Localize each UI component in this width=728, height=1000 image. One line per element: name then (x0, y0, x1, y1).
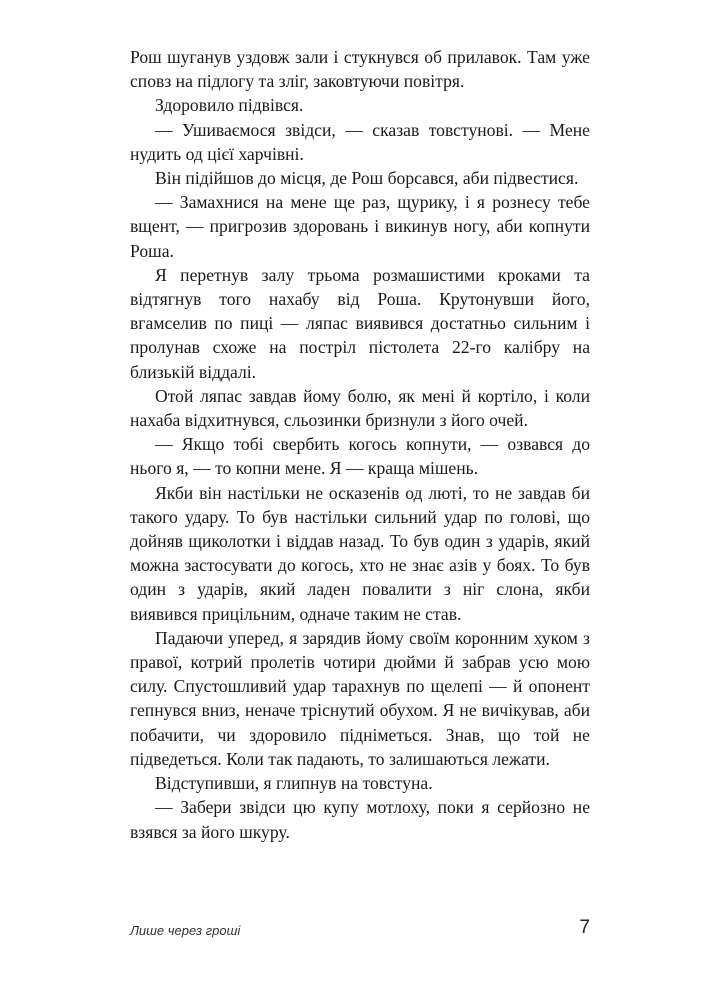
paragraph: — Ушиваємося звідси, — сказав товстунові. — Мене нудить од цієї харчівні. (130, 119, 590, 164)
paragraph: Якби він настільки не осказенів од люті, то не завдав би такого удару. То був настільки сильний удар по голові, що дойняв щиколотки і віддав назад. То був один з ударів, який можна застосувати до когось, хто не знає азів у боях. То був один з ударів, який ладен повалити з ніг слона, якби виявився прицільним, одначе таким не став. (130, 482, 590, 624)
paragraph: Рош шуганув уздовж зали і стукнувся об прилавок. Там уже сповз на підлогу та зліг, заковтуючи повітря. (130, 47, 590, 92)
paragraph: Він підійшов до місця, де Рош борсався, аби підвестися. (155, 168, 579, 189)
paragraph: Отой ляпас завдав йому болю, як мені й кортіло, і коли нахаба відхитнувся, сльозинки бризнули з його очей. (130, 385, 590, 431)
body-text (130, 45, 590, 844)
running-title: Лише через гроші (130, 923, 241, 938)
paragraph: — Якщо тобі свербить когось копнути, — озвався до нього я, — то копни мене. Я — краща мішень. (130, 434, 590, 479)
paragraph: Падаючи уперед, я зарядив йому своїм коронним хуком з правої, котрий пролетів чотири дюйми й забрав усю мою силу. Спустошливий удар тарахнув по щелепі — й опонент гепнувся вниз, неначе тріснутий обухом. Я не вичікував, аби побачити, чи здоровило підніметься. Знав, що той не підведеться. Коли так падають, то залишаються лежати. (130, 627, 590, 769)
paragraph: Я перетнув залу трьома розмашистими кроками та відтягнув того нахабу від Роша. Крутонувши його, вгамселив по пиці — ляпас виявився достатньо сильним і пролунав схоже на постріл пістолета 22-го калібру на близькій віддалі. (130, 264, 590, 382)
paragraph: Здоровило підвівся. (155, 95, 304, 116)
paragraph: — Забери звідси цю купу мотлоху, поки я серйозно не взявся за його шкуру. (130, 797, 590, 842)
page-number: 7 (579, 917, 590, 938)
paragraph: Відступивши, я глипнув на товстуна. (155, 773, 433, 794)
paragraph: — Замахнися на мене ще раз, щурику, і я рознесу тебе вщент, — пригрозив здоровань і викинув ногу, аби копнути Роша. (130, 192, 590, 261)
